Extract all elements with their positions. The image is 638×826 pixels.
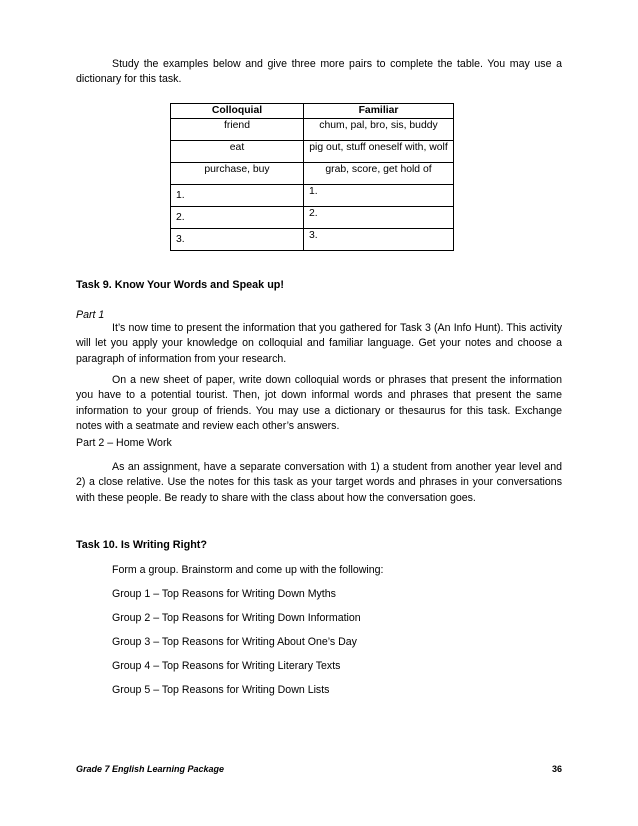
table-header-row <box>171 104 454 119</box>
blank-colloquial-cell: 1. <box>171 185 304 207</box>
list-item: Group 2 – Top Reasons for Writing Down Information <box>112 612 361 624</box>
table-row <box>171 163 454 185</box>
part2-paragraph: As an assignment, have a separate conversation with 1) a student from another year level and 2) a close relative. Use the notes for this task as your target words and phrases in your conversations with these people. Be ready to share with the class about how the conversation goes. <box>76 461 562 504</box>
part1-paragraph-1: It’s now time to present the information that you gathered for Task 3 (An Info Hunt). This activity will let you apply your knowledge on colloquial and familiar language. Get your notes and choose a paragraph of information from your research. <box>76 322 562 365</box>
familiar-cell: chum, pal, bro, sis, buddy <box>304 119 454 141</box>
page-number: 36 <box>551 764 562 774</box>
blank-row <box>171 229 454 251</box>
table-row <box>171 119 454 141</box>
blank-colloquial-cell: 3. <box>171 229 304 251</box>
part2-label: Part 2 – Home Work <box>76 437 172 449</box>
vocabulary-table <box>170 103 454 251</box>
task10-instruction: Form a group. Brainstorm and come up with the following: <box>112 564 384 576</box>
list-item: Group 3 – Top Reasons for Writing About One’s Day <box>112 636 357 648</box>
colloquial-header: Colloquial <box>171 104 304 119</box>
colloquial-cell: friend <box>171 119 304 141</box>
table-row <box>171 141 454 163</box>
familiar-cell: grab, score, get hold of <box>304 163 454 185</box>
task9-heading: Task 9. Know Your Words and Speak up! <box>76 279 284 291</box>
list-item: Group 4 – Top Reasons for Writing Literary Texts <box>112 660 341 672</box>
footer-title: Grade 7 English Learning Package <box>76 764 225 774</box>
blank-colloquial-cell: 2. <box>171 207 304 229</box>
colloquial-cell: eat <box>171 141 304 163</box>
familiar-header: Familiar <box>304 104 454 119</box>
task10-heading: Task 10. Is Writing Right? <box>76 539 207 551</box>
part1-paragraph-2: On a new sheet of paper, write down colloquial words or phrases that present the information you have to a potential tourist. Then, jot down informal words and phrases that present the same information to your group of friends. You may use a dictionary or thesaurus for this task. Exchange notes with a seatmate and review each other’s answers. <box>76 374 562 433</box>
familiar-cell: pig out, stuff oneself with, wolf <box>304 141 454 163</box>
blank-familiar-cell: 3. <box>304 229 454 251</box>
list-item: Group 1 – Top Reasons for Writing Down Myths <box>112 588 336 600</box>
blank-row <box>171 207 454 229</box>
list-item: Group 5 – Top Reasons for Writing Down Lists <box>112 684 330 696</box>
blank-familiar-cell: 1. <box>304 185 454 207</box>
blank-row <box>171 185 454 207</box>
colloquial-cell: purchase, buy <box>171 163 304 185</box>
blank-familiar-cell: 2. <box>304 207 454 229</box>
part1-label: Part 1 <box>76 309 105 321</box>
intro-paragraph: Study the examples below and give three more pairs to complete the table. You may use a dictionary for this task. <box>76 58 562 86</box>
